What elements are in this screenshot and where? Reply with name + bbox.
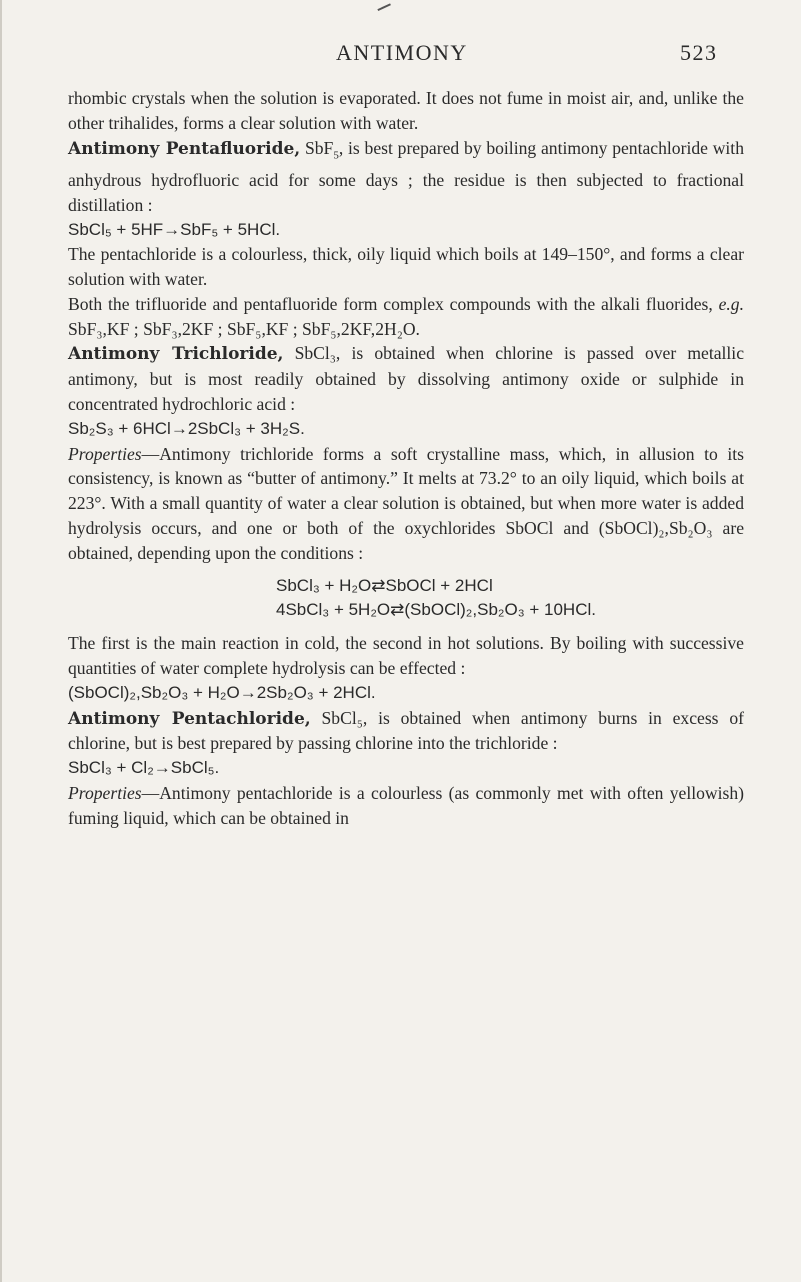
heading-trichloride: Antimony Trichloride,: [68, 344, 284, 365]
paragraph-6: The first is the main reaction in cold, the second in hot solutions. By boiling with successive quantities of water complete hydrolysis can be effected :: [68, 633, 744, 679]
equation-6: SbCl₃ + Cl₂→SbCl₅.: [68, 758, 220, 778]
eg-abbrev: e.g.: [718, 293, 744, 314]
paragraph-trichloride: [68, 341, 744, 416]
paragraph-3: The pentachloride is a colourless, thick, oily liquid which boils at 149–150°, and forms a clear solution with water.: [68, 244, 744, 290]
pentachloride-text: SbCl₅, is obtained when antimony burns in excess of chlorine, but is best prepared by passing chlorine into the trichloride :: [68, 707, 745, 754]
trichloride-text: SbCl₃, is obtained when chlorine is passed over metallic antimony, but is most readily obtained by dissolving antimony oxide or sulphide in concentrated hydrochloric acid :: [68, 343, 745, 415]
paragraph-4: Both the trifluoride and pentafluoride form complex compounds with the alkali fluorides, e.g. SbF₃,KF ; SbF₃,2KF ; SbF₅,KF ; SbF₅,2KF,2H₂O.: [68, 293, 744, 339]
ink-mark: [377, 3, 392, 14]
equation-5: (SbOCl)₂,Sb₂O₃ + H₂O→2Sb₂O₃ + 2HCl.: [68, 682, 376, 702]
body-text: [68, 86, 744, 831]
pentafluoride-text: , is best prepared by boiling antimony pentachloride with anhydrous hydrofluoric acid for some days ; the residue is then subjected to fractional distillation :: [68, 137, 744, 215]
formula-sbf5: SbF$_5$: [304, 137, 339, 162]
running-header: [0, 40, 801, 70]
header-title: ANTIMONY: [336, 40, 468, 65]
paragraph-pentachloride: [68, 706, 744, 757]
equation-4: 4SbCl₃ + 5H₂O⇄(SbOCl)₂,Sb₂O₃ + 10HCl.: [276, 600, 596, 620]
equation-3: SbCl₃ + H₂O⇄SbOCl + 2HCl: [276, 575, 493, 595]
paragraph-properties-1: Properties—Antimony trichloride forms a soft crystalline mass, which, in allusion to its consistency, is known as “butter of antimony.” It melts at 73.2° to an oily liquid, which boils at 223°. With a small quantity of water a clear solution is obtained, but when more water is added hydrolysis occurs, and one or both of the oxychlorides SbOCl and (SbOCl)₂,Sb₂O₃ are obtained, depending upon the conditions :: [68, 443, 744, 563]
paragraph-pentafluoride: [68, 136, 744, 218]
page-edge: [0, 0, 2, 1282]
heading-pentachloride: Antimony Pentachloride,: [68, 708, 311, 729]
properties-label-1: Properties: [68, 443, 142, 464]
paragraph-1: rhombic crystals when the solution is evaporated. It does not fume in moist air, and, unlike the other trihalides, forms a clear solution with water.: [68, 88, 744, 133]
heading-pentafluoride: Antimony Pentafluoride,: [68, 138, 301, 159]
equation-1: SbCl₅ + 5HF→SbF₅ + 5HCl.: [68, 219, 281, 239]
paragraph-properties-2: Properties—Antimony pentachloride is a colourless (as commonly met with often yellowish) fuming liquid, which can be obtained in: [68, 783, 744, 828]
properties-label-2: Properties: [68, 783, 142, 804]
equation-2: Sb₂S₃ + 6HCl→2SbCl₃ + 3H₂S.: [68, 418, 305, 438]
page-number: 523: [680, 40, 718, 65]
